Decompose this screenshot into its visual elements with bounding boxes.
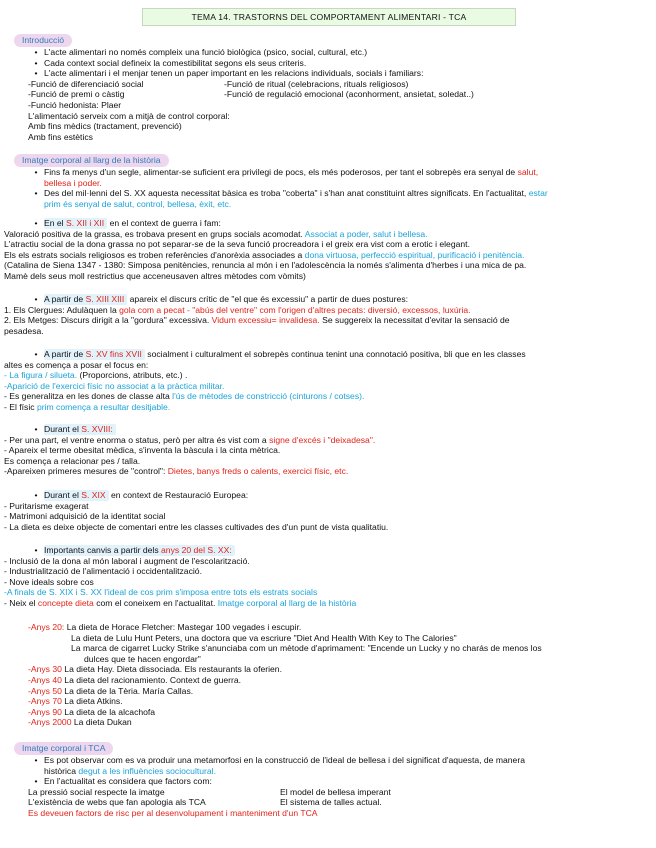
century-label: S. XIX [81,490,106,500]
bullet-icon: • [34,218,38,228]
bullet-icon: • [34,294,38,304]
factor-item: El sistema de talles actual. [280,797,382,808]
decade-label: -Anys 30 [28,664,62,675]
history-text: com el coneixem en l'actualitat. [93,597,218,608]
diet-text: La dieta de Horace Fletcher: Mastegar 100 vegades i escupir. [64,622,302,632]
highlight-text: signe d'excés i "deixadesa". [269,434,376,445]
bullet-icon: • [34,755,38,765]
function-item: -Funció de regulació emocional (aconhorment, ansietat, soledat..) [224,89,474,100]
highlight-text: concepte dieta [37,597,94,608]
highlight-text: - La figura / silueta. [4,370,78,381]
intro-line: Amb fins estètics [28,131,93,142]
diet-text: La dieta Atkins. [61,696,123,707]
history-text: -Apareixen primeres mesures de "control": [4,466,168,477]
highlight-text: estar [528,188,548,199]
century-heading: A partir de [44,349,86,359]
section-s15 [4,349,638,413]
factor-row [28,797,638,808]
bullet-icon: • [34,490,38,500]
history-text: (Proporcions, atributs, etc.) . [77,370,188,381]
diet-text: La dieta del racionamiento. Context de guerra. [61,674,242,685]
tca-text: històrica [44,765,79,776]
history-text: 2. Els Metges: Discurs dirigit a la "gordura" excessiva. [4,315,212,326]
century-heading: Durant el [44,490,82,500]
section-heading-tca: Imatge corporal i TCA [14,742,113,755]
tca-text: Es pot observar com es va produir una metamorfosi en la construcció de l'ideal de bellesa i del significat d'aquesta, de manera [44,755,525,765]
century-heading-tail: en el context de guerra i fam: [107,218,221,228]
highlight-text: gola com a pecat - "abús del ventre" com l'origen d'altres pecats: diversió, excessos, luxúria. [119,304,471,315]
highlight-text: dona virtuosa, perfecció espiritual, purificació i penitència. [304,249,525,260]
century-heading: A partir de [44,294,86,304]
bullet-icon: • [34,68,38,79]
century-heading: Durant el [44,424,82,434]
section-s12 [4,218,638,282]
section-s19 [4,490,638,532]
function-row [28,79,638,90]
section-s13 [4,294,638,336]
decade-label: -Anys 40 [28,674,62,685]
highlight-text: prim comença a resultar desitjable. [36,401,171,412]
history-text: - Per una part, el ventre enorma o status, però per altra és vist com a [4,434,270,445]
history-text: Els els estrats socials religiosos es troben referències d'anorèxia associades a [4,249,305,260]
tca-text: En l'actualitat es considera que factors com: [44,776,212,787]
factor-item: La pressió social respecte la imatge [28,786,165,797]
section-introduction [22,34,638,142]
history-text: - Matrimoni adquisició de la identitat social [4,511,166,522]
century-label: S. XV fins XVII [85,349,142,359]
intro-bullet-1: L'acte alimentari no només compleix una funció biològica (psico, social, cultural, etc.) [44,47,368,57]
history-text: altes es comença a posar el focus en: [4,359,149,370]
highlight-text: l'ús de mètodes de constricció (cinturons / cotses). [172,391,365,402]
century-label: anys 20 del S. XX: [161,545,232,555]
bullet-icon: • [34,349,38,359]
factor-row [28,787,638,798]
century-label: S. XVIII: [81,424,113,434]
section-diets-timeline [28,622,638,728]
history-text: - Inclusió de la dona al món laboral i augment de l'escolarització. [4,555,250,566]
document-title: TEMA 14. TRASTORNS DEL COMPORTAMENT ALIMENTARI - TCA [142,8,516,26]
century-heading: En el [44,218,66,228]
diet-text: dulces que te hacen engordar" [84,653,201,664]
highlight-text: Imatge corporal al llarg de la història [217,597,357,608]
intro-bullet-2: Cada context social defineix la comestibilitat segons els seus criteris. [44,57,307,68]
factor-item: El model de bellesa imperant [280,786,391,797]
history-text: L'atractiu social de la dona grassa no pot separar-se de la seva funció procreadora i el greix era vist com a erotic i elegant. [4,239,470,250]
history-text: - Apareix el terme obesitat mèdica, s'inventa la bàscula i la cinta mètrica. [4,445,281,456]
bullet-icon: • [34,47,38,57]
history-text: Se suggereix la necessitat d'evitar la sensació de [319,315,510,326]
century-label: S. XIII XIII [85,294,125,304]
bullet-icon: • [34,424,38,434]
history-text: - Nove ideals sobre cos [4,576,94,587]
highlight-text: prim és senyal de salut, control, bellesa, èxit, etc. [44,198,232,209]
highlight-text: salut, [517,167,539,177]
history-text: Mamè dels seus moll restrictius que acceneusaven altres mètodes com vòmits) [4,270,306,281]
function-item: -Funció hedonista: Plaer [28,99,122,110]
diet-text: La dieta de la alcachofa [61,706,156,717]
decade-label: -Anys 2000 [28,717,72,728]
history-text: Valoració positiva de la grassa, es trobava present en grups socials acomodat. [4,228,305,239]
diet-text: La dieta de Lulu Hunt Peters, una doctora que va escriure "Diet And Health With Key to The Calories" [71,632,457,643]
history-text: Es comença a relacionar pes / talla. [4,455,141,466]
bullet-icon: • [34,776,38,787]
highlight-text: bellesa i poder. [44,177,102,188]
intro-bullet-3: L'acte alimentari i el menjar tenen un paper important en les relacions individuals, socials i familiars: [44,68,424,79]
factor-item: L'existència de webs que fan apologia als TCA [28,797,206,808]
history-text: pesadesa. [4,325,44,336]
history-text: Fins fa menys d'un segle, alimentar-se suficient era privilegi de pocs, els més poderosos, per tant el sobrepès era senyal de [44,167,518,177]
century-heading-tail: socialment i culturalment el sobrepès continua tenint una connotació positiva, bli que en les classes [144,349,526,359]
decade-label: -Anys 20: [28,622,65,632]
highlight-text: -A finals de S. XIX i S. XX l'ideal de cos prim s'imposa entre tots els estrats socials [4,587,318,598]
function-item: -Funció de diferenciació social [28,78,144,89]
section-history [22,154,638,209]
bullet-icon: • [34,188,38,199]
decade-label: -Anys 90 [28,706,62,717]
bullet-icon: • [34,167,38,177]
highlight-text: -Aparició de l'exercici físic no associat a la pràctica militar. [4,380,225,391]
section-heading-history: Imatge corporal al llarg de la història [14,154,169,167]
history-text: - Industrialització de l'alimentació i occidentalització. [4,566,202,577]
history-text: - Es generalitza en les dones de classe alta [4,391,173,402]
intro-line: L'alimentació serveix com a mitjà de control corporal: [28,110,230,121]
decade-label: -Anys 70 [28,696,62,707]
function-item: -Funció de premi o càstig [28,89,125,100]
history-text: - Neix el [4,597,38,608]
section-heading-introduction: Introducció [14,34,72,47]
history-text: 1. Els Clergues: Adulàquen la [4,304,120,315]
diet-text: La dieta Dukan [71,717,132,728]
century-heading-tail: apareix el discurs crític de "el que és excessiu" a partir de dues postures: [127,294,409,304]
century-heading: Importants canvis a partir dels [44,545,162,555]
intro-line: Amb fins mèdics (tractament, prevenció) [28,121,182,132]
risk-factors-conclusion: Es deveuen factors de risc per al desenvolupament i manteniment d'un TCA [28,807,318,818]
highlight-text: Associat a poder, salut i bellesa. [304,228,428,239]
section-s18 [4,424,638,477]
function-row [28,89,638,100]
diet-text: La dieta Hay. Dieta dissociada. Els restaurants la oferien. [61,664,282,675]
section-s20 [4,545,638,609]
bullet-icon: • [34,57,38,68]
section-tca [22,742,638,819]
history-text: - Puritarisme exagerat [4,500,89,511]
highlight-text: degut a les influències sociocultural. [78,765,216,776]
bullet-icon: • [34,545,38,555]
highlight-text: Vidum excessiu= invalidesa. [211,315,320,326]
history-text: - El físic [4,401,37,412]
century-heading-tail: en context de Restauració Europea: [108,490,249,500]
history-text: - La dieta es deixe objecte de comentari entre les classes cultivades des d'un punt de vista qualitatiu. [4,521,389,532]
diet-text: La dieta de la Tèria. María Callas. [61,685,194,696]
highlight-text: Dietes, banys freds o calents, exercici físic, etc. [167,466,349,477]
function-item: -Funció de ritual (celebracions, rituals religiosos) [224,78,409,89]
century-label: S. XII i XII [65,218,105,228]
diet-text: La marca de cigarret Lucky Strike s'anunciaba com un mètode d'aprimament: "Encende un Lucky y no charás de menos los [71,643,542,654]
decade-label: -Anys 50 [28,685,62,696]
history-text: Des del mil·lenni del S. XX aquesta necessitat bàsica es troba "coberta" i s'han anat constituint altres significats. En l'actualitat, [44,188,529,199]
history-text: (Catalina de Siena 1347 - 1380: Simposa penitències, renuncia al món i en l'adolescència la només s'alimenta d'herbes i una mica de pa. [4,260,527,271]
